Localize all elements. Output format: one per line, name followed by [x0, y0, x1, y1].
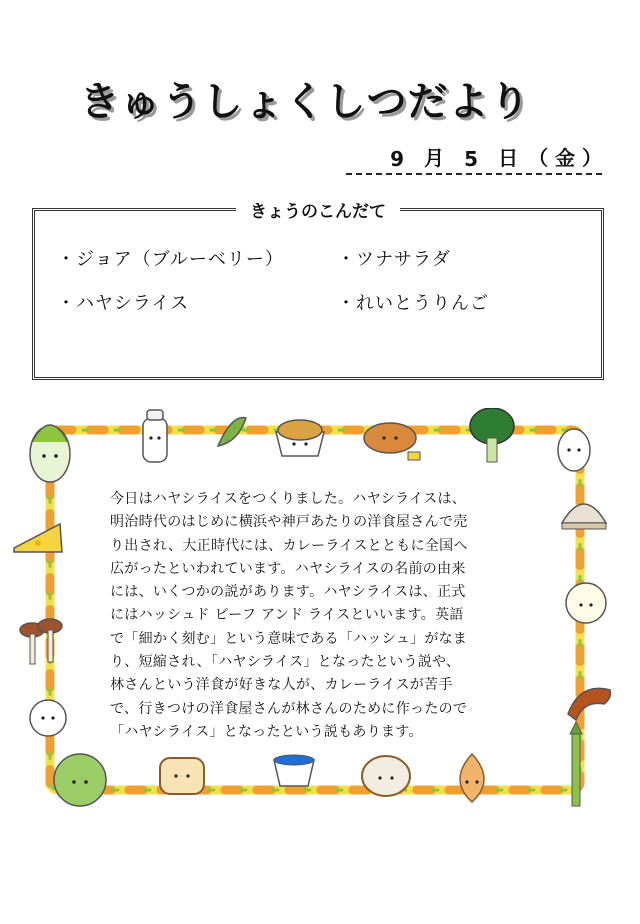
story-line: にはハッシュド ビーフ アンド ライスといいます。英語 — [110, 607, 464, 624]
onion-icon — [460, 754, 484, 802]
mushroom-icon — [20, 619, 62, 664]
date-month: 9 — [390, 147, 405, 171]
natto-icon — [276, 420, 324, 456]
date-day-unit: 日 — [498, 146, 519, 170]
egg-icon — [558, 429, 590, 471]
story-line: 林さんという洋食が好きな人が、カレーライスが苦手 — [110, 677, 453, 694]
story-line: で「細かく刻む」という意味である「ハッシュ」がなま — [110, 630, 468, 647]
date-day: 5 — [464, 147, 479, 171]
story-line: には、いくつかの説があります。ハヤシライスは、正式 — [110, 584, 466, 601]
cabbage-icon — [30, 425, 70, 482]
story-line: 「ハヤシライス」となったという説もあります。 — [110, 723, 423, 740]
toast-icon — [160, 758, 204, 794]
story-line: り出され、大正時代には、カレーライスとともに全国へ — [110, 537, 468, 554]
clam-icon — [562, 504, 606, 529]
menu-item: ・ツナサラダ — [337, 249, 451, 270]
lettuce-icon — [54, 754, 106, 806]
milk-bottle-icon — [143, 410, 167, 462]
menu-item: ・ハヤシライス — [57, 293, 190, 314]
miso-soup-icon — [362, 756, 410, 796]
menu-item: ・れいとうりんご — [337, 293, 489, 314]
story-line: で、行きつけの洋食屋さんが林さんのために作ったので — [110, 700, 468, 717]
yogurt-icon — [274, 755, 314, 786]
story-text — [110, 488, 528, 744]
cheese-icon — [14, 524, 62, 552]
page-title: きゅうしょくしつだより — [79, 79, 531, 125]
asparagus-icon — [570, 722, 582, 806]
rice-ball-icon — [30, 700, 66, 736]
date-month-unit: 月 — [424, 146, 445, 170]
story-line: り、短縮され、「ハヤシライス」となったという説や、 — [110, 654, 461, 671]
story-line: 今日はハヤシライスをつくりました。ハヤシライスは、 — [110, 491, 467, 507]
menu-heading: きょうのこんだて — [236, 197, 400, 222]
spinach-icon — [470, 408, 514, 462]
menu-item: ・ジョア（ブルーベリー） — [57, 249, 284, 270]
story-line: 広がったといわれています。ハヤシライスの名前の由来 — [110, 560, 466, 577]
date-line — [346, 145, 602, 175]
story-line: 明治時代のはじめに横浜や神戸あたりの洋食屋さんで売 — [110, 514, 468, 531]
menu-box — [32, 202, 604, 380]
cauliflower-icon — [566, 583, 606, 623]
date-weekday: （ 金 ） — [528, 146, 602, 170]
sausage-icon — [568, 688, 610, 720]
